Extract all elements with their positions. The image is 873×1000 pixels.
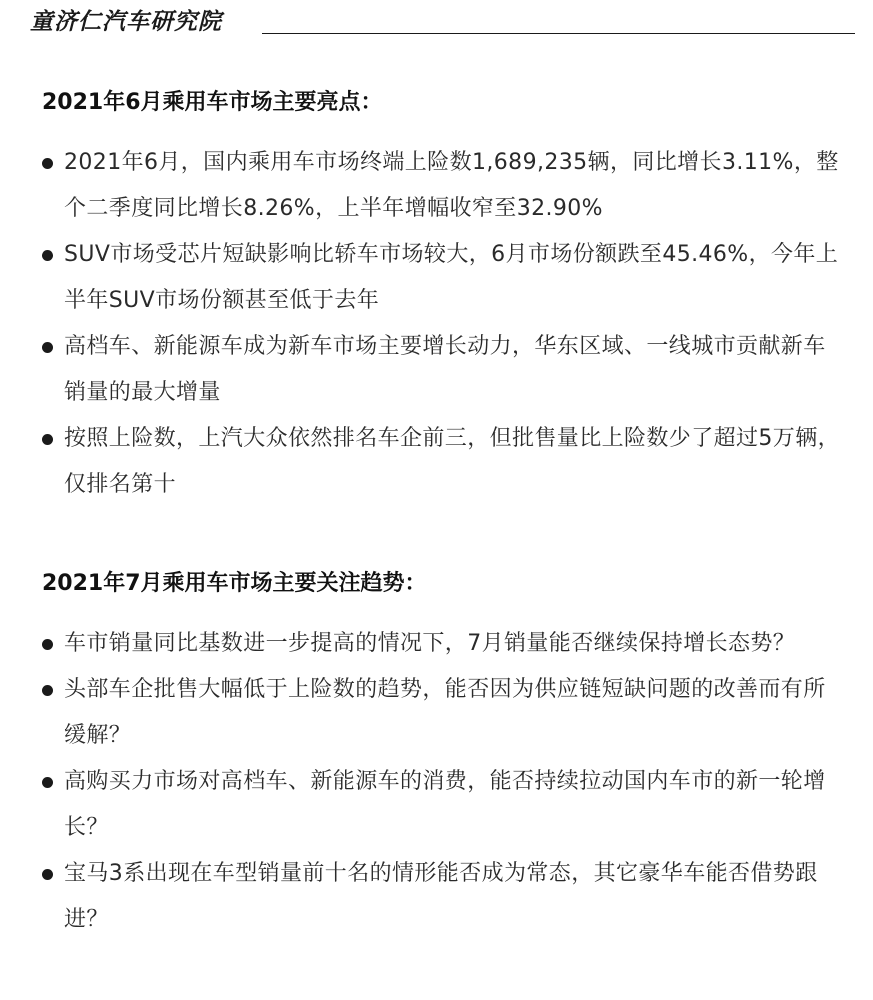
brand-name: 童济仁汽车研究院	[30, 8, 222, 35]
section-title-july-trends: 2021年7月乘用车市场主要关注趋势：	[42, 571, 427, 596]
list-item	[0, 232, 873, 324]
list-item	[0, 667, 873, 759]
list-item	[0, 416, 873, 508]
list-item	[0, 759, 873, 851]
section-title-june-highlights: 2021年6月乘用车市场主要亮点：	[42, 90, 383, 115]
bullet-dot-icon	[42, 250, 53, 261]
list-item	[0, 324, 873, 416]
list-item-text: 头部车企批售大幅低于上险数的趋势，能否因为供应链短缺问题的改善而有所缓解？	[64, 677, 826, 748]
list-item	[0, 621, 873, 667]
list-item-text: SUV市场受芯片短缺影响比轿车市场较大，6月市场份额跌至45.46%，今年上半年SUV市场份额甚至低于去年	[64, 242, 839, 313]
june-highlights-list	[0, 140, 873, 508]
list-item-text: 车市销量同比基数进一步提高的情况下，7月销量能否继续保持增长态势？	[64, 631, 796, 656]
july-trends-list	[0, 621, 873, 943]
bullet-dot-icon	[42, 342, 53, 353]
list-item	[0, 851, 873, 943]
list-item-text: 2021年6月，国内乘用车市场终端上险数1,689,235辆，同比增长3.11%，整个二季度同比增长8.26%，上半年增幅收窄至32.90%	[64, 150, 839, 221]
header-divider	[262, 33, 855, 34]
list-item-text: 宝马3系出现在车型销量前十名的情形能否成为常态，其它豪华车能否借势跟进？	[64, 861, 818, 932]
list-item-text: 高购买力市场对高档车、新能源车的消费，能否持续拉动国内车市的新一轮增长？	[64, 769, 826, 840]
list-item-text: 按照上险数，上汽大众依然排名车企前三，但批售量比上险数少了超过5万辆，仅排名第十	[64, 426, 840, 497]
list-item	[0, 140, 873, 232]
bullet-dot-icon	[42, 434, 53, 445]
page-header	[30, 2, 830, 42]
bullet-dot-icon	[42, 685, 53, 696]
list-item-text: 高档车、新能源车成为新车市场主要增长动力，华东区域、一线城市贡献新车销量的最大增量	[64, 334, 826, 405]
bullet-dot-icon	[42, 639, 53, 650]
bullet-dot-icon	[42, 158, 53, 169]
bullet-dot-icon	[42, 777, 53, 788]
bullet-dot-icon	[42, 869, 53, 880]
